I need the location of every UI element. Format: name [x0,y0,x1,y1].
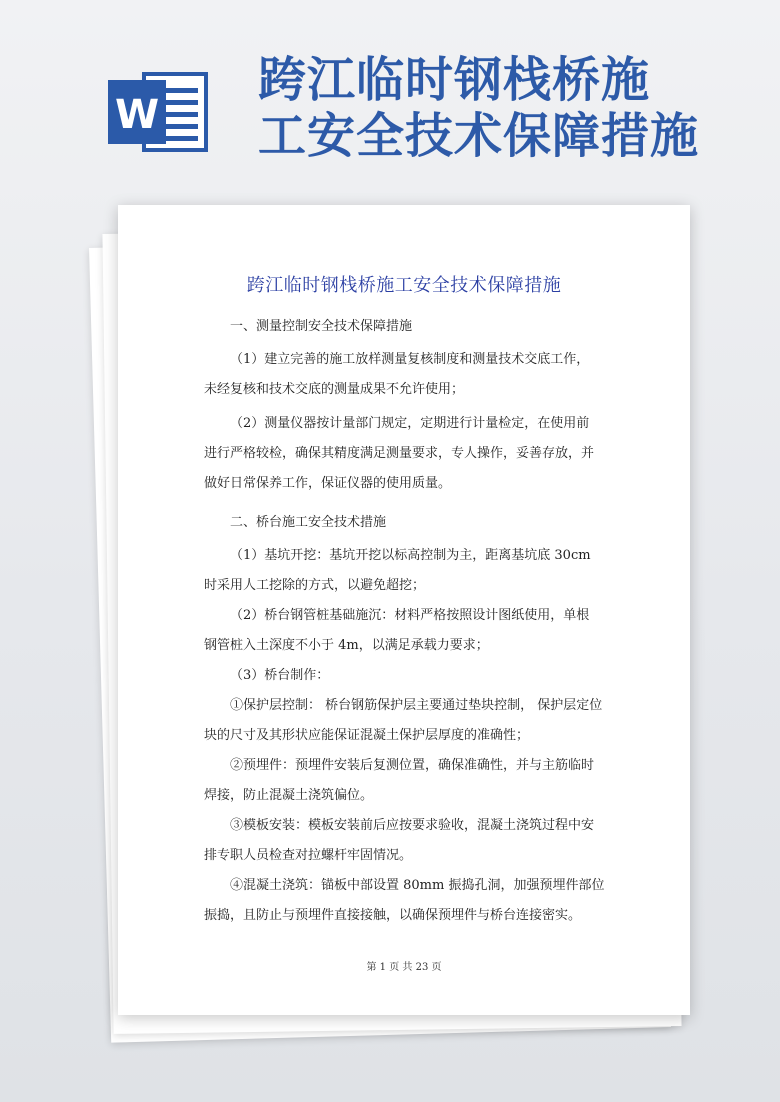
paragraph-line: 振捣，且防止与预埋件直接接触，以确保预埋件与桥台连接密实。 [204,908,582,923]
paragraph-line: （1）基坑开挖：基坑开挖以标高控制为主，距离基坑底 30cm [230,548,591,563]
paragraph [204,661,604,691]
paragraph-line: ③模板安装：模板安装前后应按要求验收，混凝土浇筑过程中安 [230,818,595,833]
banner-headline [258,52,768,164]
headline-line-1: 跨江临时钢栈桥施 [258,52,651,108]
paragraph-line: （1）建立完善的施工放样测量复核制度和测量技术交底工作， [230,352,590,367]
paragraph-line: （3）桥台制作： [230,668,330,683]
headline-line-2: 工安全技术保障措施 [258,108,700,164]
section-heading: 一、测量控制安全技术保障措施 [230,319,413,334]
paragraph-line: 未经复核和技术交底的测量成果不允许使用； [204,382,465,397]
paragraph [204,409,604,499]
paragraph [204,691,604,751]
document-page [118,205,690,1015]
paragraph [204,601,604,661]
paragraph-line: 进行严格较检，确保其精度满足测量要求，专人操作，妥善存放，并 [204,446,595,461]
paragraph [204,751,604,811]
document-title: 跨江临时钢栈桥施工安全技术保障措施 [246,275,562,296]
paragraph-line: （2）桥台钢管桩基础施沉：材料严格按照设计图纸使用，单根 [230,608,590,623]
paragraph-line: 焊接，防止混凝土浇筑偏位。 [204,788,374,803]
paragraph [204,345,604,405]
paragraph [204,541,604,601]
page-footer: 第 1 页 共 23 页 [366,962,442,973]
paragraph-line: 块的尺寸及其形状应能保证混凝土保护层厚度的准确性； [204,728,530,743]
paragraph-line: （2）测量仪器按计量部门规定，定期进行计量检定，在使用前 [230,416,590,431]
paragraph [204,871,604,931]
word-document-icon [108,70,208,154]
logo-letter: W [114,92,160,138]
paragraph-line: ④混凝土浇筑：锚板中部设置 80mm 振捣孔洞，加强预埋件部位 [230,878,605,893]
section-heading: 二、桥台施工安全技术措施 [230,515,387,530]
paragraph-line: 时采用人工挖除的方式，以避免超挖； [204,578,426,593]
paragraph-line: 钢管桩入土深度不小于 4m，以满足承载力要求； [204,638,489,653]
paragraph [204,811,604,871]
paragraph-line: 做好日常保养工作，保证仪器的使用质量。 [204,476,452,491]
paragraph-line: 排专职人员检查对拉螺杆牢固情况。 [204,848,413,863]
paragraph-line: ②预埋件：预埋件安装后复测位置，确保准确性，并与主筋临时 [230,758,595,773]
paragraph-line: ①保护层控制： 桥台钢筋保护层主要通过垫块控制， 保护层定位 [230,698,603,713]
